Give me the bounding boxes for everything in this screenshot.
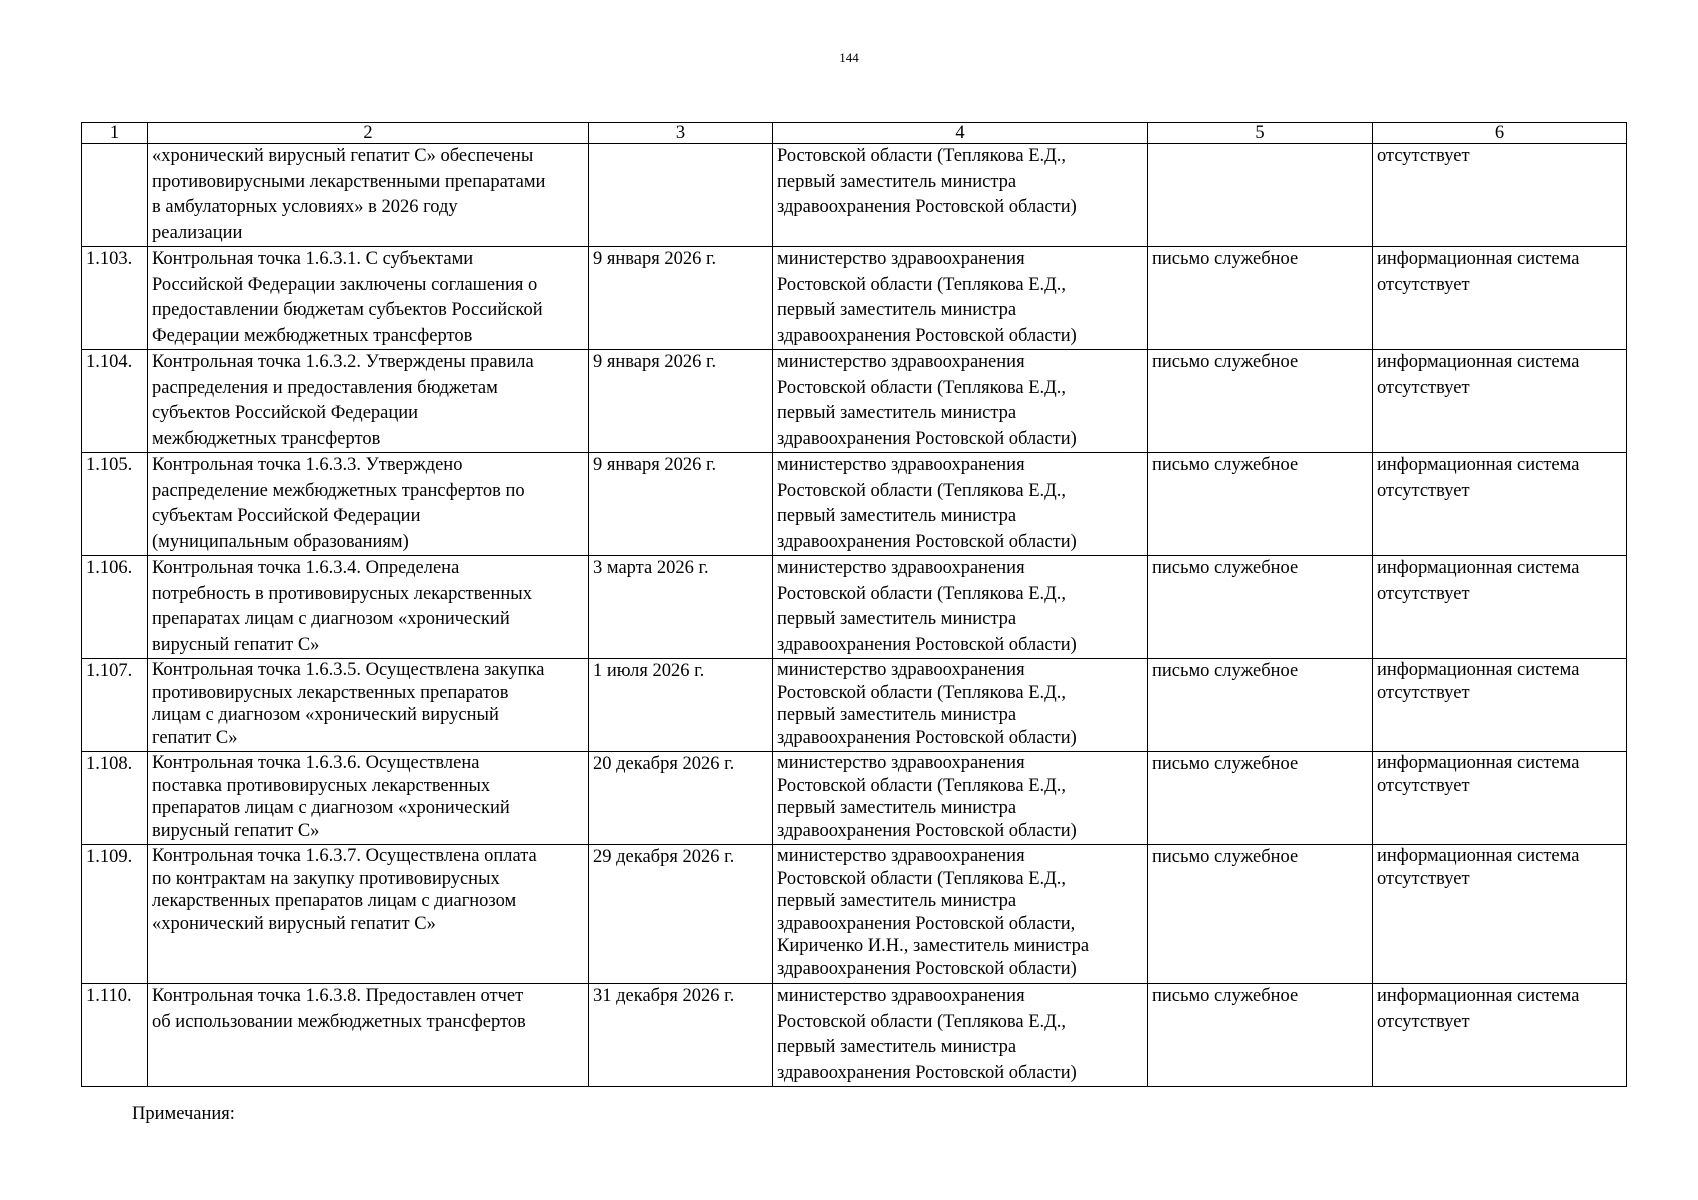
responsible-executor: Ростовской области (Теплякова Е.Д., первый заместитель министра здравоохранения Ростовской области)	[773, 144, 1148, 247]
table-row	[82, 659, 1627, 752]
row-number: 1.106.	[82, 556, 148, 659]
deadline-date: 1 июля 2026 г.	[589, 659, 773, 752]
column-header: 4	[773, 123, 1148, 144]
deadline-date: 3 марта 2026 г.	[589, 556, 773, 659]
control-point-name: Контрольная точка 1.6.3.2. Утверждены правила распределения и предоставления бюджетам субъектов Российской Федерации межбюджетных трансфертов	[148, 350, 589, 453]
control-point-name: Контрольная точка 1.6.3.7. Осуществлена оплата по контрактам на закупку противовирусных лекарственных препаратов лицам с диагнозом «хронический вирусный гепатит С»	[148, 845, 589, 984]
document-type: письмо служебное	[1148, 350, 1373, 453]
document-type: письмо служебное	[1148, 845, 1373, 984]
document-type: письмо служебное	[1148, 984, 1373, 1087]
deadline-date: 29 декабря 2026 г.	[589, 845, 773, 984]
information-system: информационная система отсутствует	[1373, 556, 1627, 659]
table-row	[82, 453, 1627, 556]
column-header: 2	[148, 123, 589, 144]
column-header: 6	[1373, 123, 1627, 144]
control-point-name: Контрольная точка 1.6.3.1. С субъектами Российской Федерации заключены соглашения о предоставлении бюджетам субъектов Российской Федерации межбюджетных трансфертов	[148, 247, 589, 350]
responsible-executor: министерство здравоохранения Ростовской области (Теплякова Е.Д., первый заместитель министра здравоохранения Ростовской области)	[773, 247, 1148, 350]
column-header: 1	[82, 123, 148, 144]
control-point-name: Контрольная точка 1.6.3.6. Осуществлена поставка противовирусных лекарственных препаратов лицам с диагнозом «хронический вирусный гепатит С»	[148, 752, 589, 845]
notes-label: Примечания:	[132, 1104, 235, 1124]
responsible-executor: министерство здравоохранения Ростовской области (Теплякова Е.Д., первый заместитель министра здравоохранения Ростовской области, Кириченко И.Н., заместитель министра здравоохранения Ростовской области)	[773, 845, 1148, 984]
table-row	[82, 984, 1627, 1087]
deadline-date: 9 января 2026 г.	[589, 350, 773, 453]
responsible-executor: министерство здравоохранения Ростовской области (Теплякова Е.Д., первый заместитель министра здравоохранения Ростовской области)	[773, 556, 1148, 659]
control-point-name: Контрольная точка 1.6.3.3. Утверждено распределение межбюджетных трансфертов по субъектам Российской Федерации (муниципальным образованиям)	[148, 453, 589, 556]
information-system: информационная система отсутствует	[1373, 247, 1627, 350]
deadline-date: 9 января 2026 г.	[589, 453, 773, 556]
column-header: 3	[589, 123, 773, 144]
table-row	[82, 556, 1627, 659]
row-number: 1.108.	[82, 752, 148, 845]
document-type: письмо служебное	[1148, 453, 1373, 556]
deadline-date: 31 декабря 2026 г.	[589, 984, 773, 1087]
header-row	[82, 123, 1627, 144]
table-row	[82, 350, 1627, 453]
deadline-date	[589, 144, 773, 247]
table-row	[82, 247, 1627, 350]
column-header: 5	[1148, 123, 1373, 144]
information-system: информационная система отсутствует	[1373, 845, 1627, 984]
document-type: письмо служебное	[1148, 247, 1373, 350]
information-system: информационная система отсутствует	[1373, 350, 1627, 453]
responsible-executor: министерство здравоохранения Ростовской области (Теплякова Е.Д., первый заместитель министра здравоохранения Ростовской области)	[773, 350, 1148, 453]
responsible-executor: министерство здравоохранения Ростовской области (Теплякова Е.Д., первый заместитель министра здравоохранения Ростовской области)	[773, 752, 1148, 845]
control-point-name: Контрольная точка 1.6.3.8. Предоставлен отчет об использовании межбюджетных трансфертов	[148, 984, 589, 1087]
control-point-name: Контрольная точка 1.6.3.5. Осуществлена закупка противовирусных лекарственных препаратов лицам с диагнозом «хронический вирусный гепатит С»	[148, 659, 589, 752]
row-number	[82, 144, 148, 247]
document-type: письмо служебное	[1148, 556, 1373, 659]
table-row	[82, 752, 1627, 845]
responsible-executor: министерство здравоохранения Ростовской области (Теплякова Е.Д., первый заместитель министра здравоохранения Ростовской области)	[773, 453, 1148, 556]
row-number: 1.103.	[82, 247, 148, 350]
document-type: письмо служебное	[1148, 752, 1373, 845]
row-number: 1.107.	[82, 659, 148, 752]
information-system: отсутствует	[1373, 144, 1627, 247]
responsible-executor: министерство здравоохранения Ростовской области (Теплякова Е.Д., первый заместитель министра здравоохранения Ростовской области)	[773, 659, 1148, 752]
row-number: 1.105.	[82, 453, 148, 556]
information-system: информационная система отсутствует	[1373, 453, 1627, 556]
document-type: письмо служебное	[1148, 659, 1373, 752]
information-system: информационная система отсутствует	[1373, 752, 1627, 845]
responsible-executor: министерство здравоохранения Ростовской области (Теплякова Е.Д., первый заместитель министра здравоохранения Ростовской области)	[773, 984, 1148, 1087]
control-point-name: «хронический вирусный гепатит С» обеспечены противовирусными лекарственными препаратами в амбулаторных условиях» в 2026 году реализации	[148, 144, 589, 247]
deadline-date: 20 декабря 2026 г.	[589, 752, 773, 845]
table-row	[82, 144, 1627, 247]
page-number: 144	[839, 50, 859, 65]
control-point-name: Контрольная точка 1.6.3.4. Определена потребность в противовирусных лекарственных препаратах лицам с диагнозом «хронический вирусный гепатит С»	[148, 556, 589, 659]
control-points-table	[81, 122, 1627, 1087]
row-number: 1.109.	[82, 845, 148, 984]
deadline-date: 9 января 2026 г.	[589, 247, 773, 350]
information-system: информационная система отсутствует	[1373, 984, 1627, 1087]
document-type	[1148, 144, 1373, 247]
row-number: 1.104.	[82, 350, 148, 453]
row-number: 1.110.	[82, 984, 148, 1087]
table-row	[82, 845, 1627, 984]
information-system: информационная система отсутствует	[1373, 659, 1627, 752]
